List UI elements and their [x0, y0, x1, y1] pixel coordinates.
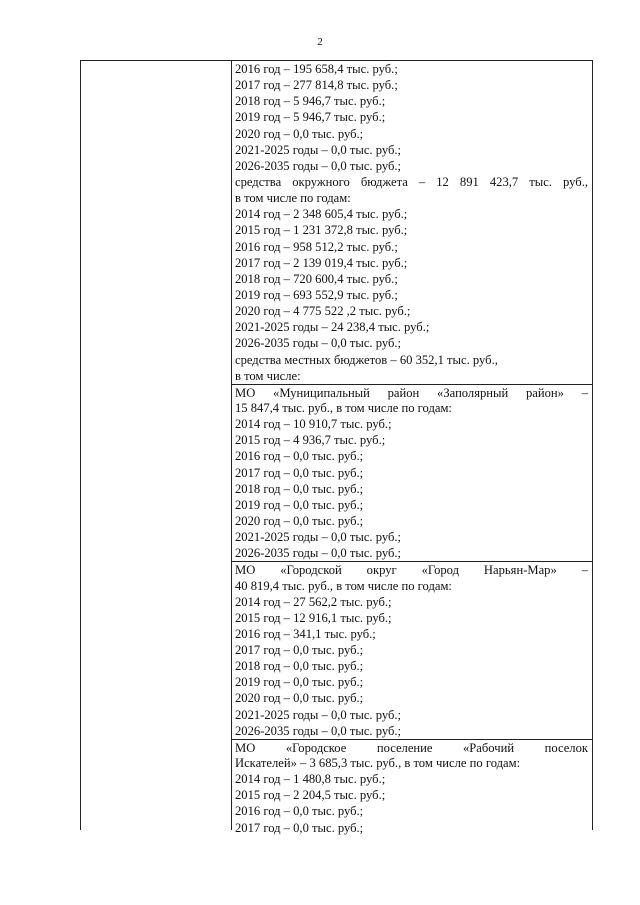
funding-line: 2015 год – 12 916,1 тыс. руб.;	[235, 610, 392, 625]
funding-line: 2026-2035 годы – 0,0 тыс. руб.;	[235, 336, 402, 351]
funding-line: 2017 год – 0,0 тыс. руб.;	[235, 643, 364, 658]
funding-line: 2014 год – 27 562,2 тыс. руб.;	[235, 594, 392, 609]
funding-line: 2015 год – 4 936,7 тыс. руб.;	[235, 433, 386, 448]
funding-line: 2019 год – 693 552,9 тыс. руб.;	[235, 287, 398, 302]
funding-line: 2017 год – 277 814,8 тыс. руб.;	[235, 78, 398, 93]
funding-line: 2019 год – 5 946,7 тыс. руб.;	[235, 110, 386, 125]
funding-line: 15 847,4 тыс. руб., в том числе по годам:	[235, 400, 452, 415]
funding-line: 2026-2035 годы – 0,0 тыс. руб.;	[235, 158, 402, 173]
funding-line: 2017 год – 0,0 тыс. руб.;	[235, 465, 364, 480]
funding-line: 2014 год – 2 348 605,4 тыс. руб.;	[235, 207, 408, 222]
funding-line: 2018 год – 5 946,7 тыс. руб.;	[235, 94, 386, 109]
funding-line: 2021-2025 годы – 0,0 тыс. руб.;	[235, 142, 402, 157]
funding-line: 2016 год – 0,0 тыс. руб.;	[235, 804, 364, 819]
funding-line: в том числе:	[235, 368, 301, 383]
funding-line: 2014 год – 1 480,8 тыс. руб.;	[235, 772, 386, 787]
funding-line: 2019 год – 0,0 тыс. руб.;	[235, 675, 364, 690]
funding-line: в том числе по годам:	[235, 191, 351, 206]
funding-line: МО «Муниципальный район «Заполярный район» –	[232, 384, 592, 400]
funding-line: 2026-2035 годы – 0,0 тыс. руб.;	[235, 723, 402, 738]
funding-line: 2017 год – 0,0 тыс. руб.;	[235, 820, 364, 835]
funding-line: 2018 год – 0,0 тыс. руб.;	[235, 481, 364, 496]
funding-line: средства местных бюджетов – 60 352,1 тыс. руб.,	[235, 352, 498, 367]
funding-line: 2016 год – 958 512,2 тыс. руб.;	[235, 239, 398, 254]
funding-line: МО «Городское поселение «Рабочий поселок	[232, 739, 592, 755]
funding-line: 2020 год – 0,0 тыс. руб.;	[235, 691, 364, 706]
funding-line: 2020 год – 0,0 тыс. руб.;	[235, 513, 364, 528]
page-number: 2	[317, 36, 323, 48]
funding-line: 2016 год – 195 658,4 тыс. руб.;	[235, 62, 398, 76]
funding-line: 2021-2025 годы – 0,0 тыс. руб.;	[235, 707, 402, 722]
funding-line: 2026-2035 годы – 0,0 тыс. руб.;	[235, 546, 402, 561]
funding-line: 2014 год – 10 910,7 тыс. руб.;	[235, 417, 392, 432]
funding-line: 2016 год – 341,1 тыс. руб.;	[235, 626, 376, 641]
funding-line: 2019 год – 0,0 тыс. руб.;	[235, 497, 364, 512]
funding-line: 2020 год – 0,0 тыс. руб.;	[235, 126, 364, 141]
funding-line: МО «Городской округ «Город Нарьян-Мар» –	[232, 561, 592, 577]
funding-table	[80, 60, 593, 835]
funding-line: Искателей» – 3 685,3 тыс. руб., в том числе по годам:	[235, 756, 521, 771]
funding-line: 40 819,4 тыс. руб., в том числе по годам:	[235, 578, 452, 593]
funding-line: 2015 год – 1 231 372,8 тыс. руб.;	[235, 223, 408, 238]
funding-line: 2021-2025 годы – 24 238,4 тыс. руб.;	[235, 320, 430, 335]
funding-line: 2017 год – 2 139 019,4 тыс. руб.;	[235, 255, 408, 270]
funding-line: 2018 год – 0,0 тыс. руб.;	[235, 659, 364, 674]
funding-line: 2015 год – 2 204,5 тыс. руб.;	[235, 788, 386, 803]
funding-details-cell	[232, 61, 592, 835]
funding-line: 2021-2025 годы – 0,0 тыс. руб.;	[235, 530, 402, 545]
funding-line: 2016 год – 0,0 тыс. руб.;	[235, 449, 364, 464]
funding-line: средства окружного бюджета – 12 891 423,7 тыс. руб.,	[235, 174, 588, 189]
funding-line: 2018 год – 720 600,4 тыс. руб.;	[235, 271, 398, 286]
funding-line: 2020 год – 4 775 522 ,2 тыс. руб.;	[235, 304, 411, 319]
